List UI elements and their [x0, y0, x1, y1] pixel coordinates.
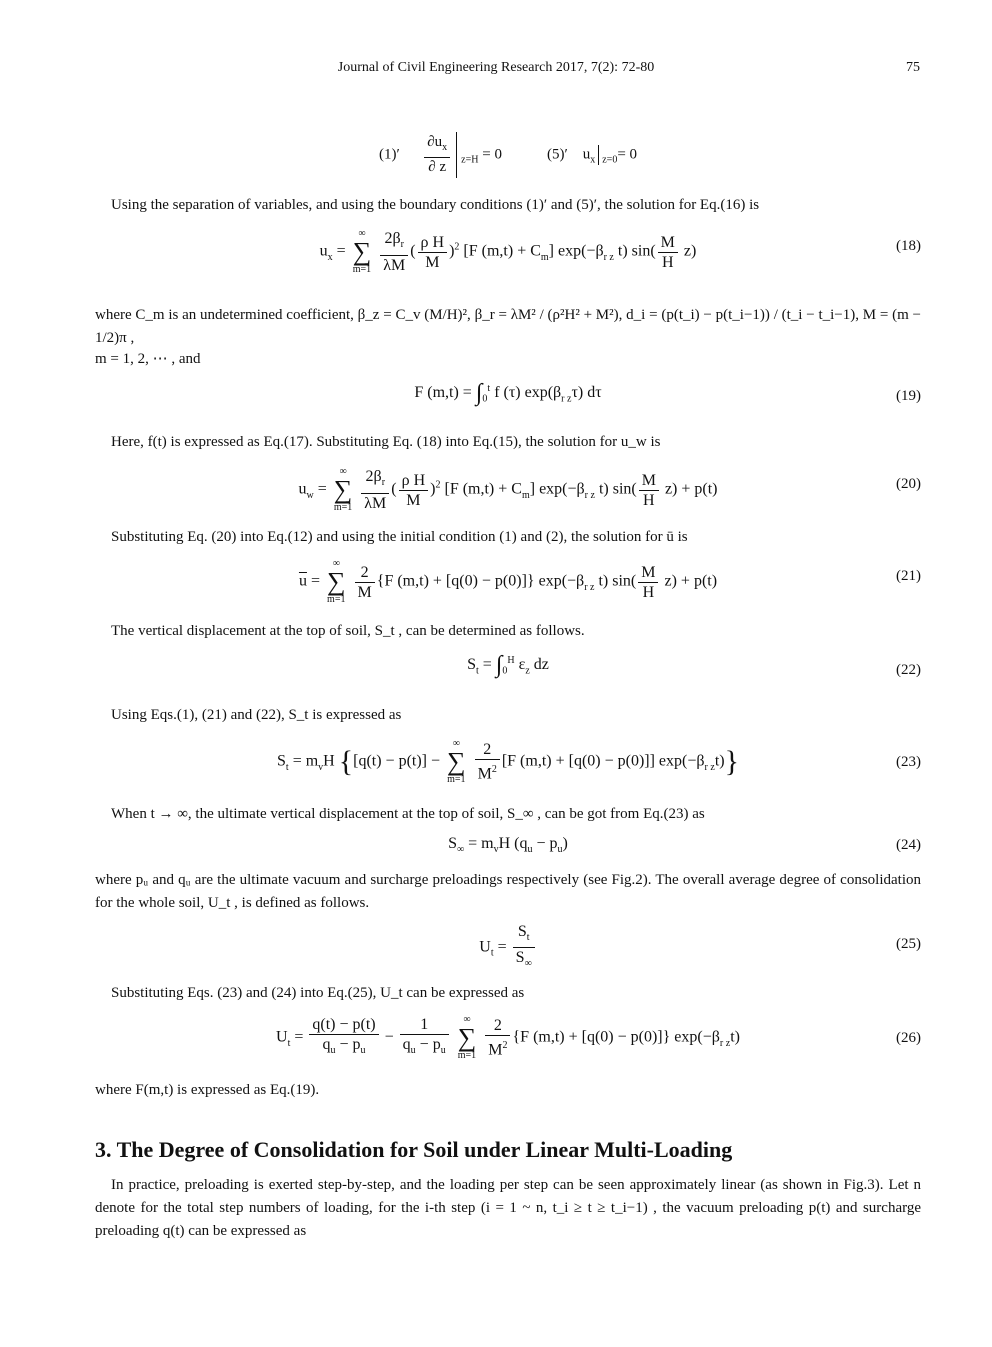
paragraph-11: In practice, preloading is exerted step-by-step, and the loading per step can be seen approximately linear (as shown in Fig.3). Let n denote for the total step numbers of loading, for the i-th step (i = 1 ~ n, t_i ≥ t ≥ t_i−1) , the vacuum preloading p(t) and surcharge preloading q(t) can be expressed as: [95, 1177, 921, 1239]
bc-label-5: (5)′: [546, 146, 568, 163]
journal-citation: Journal of Civil Engineering Research 2017, 7(2): 72-80: [337, 60, 655, 75]
equation-19: F $(m,t) = \int_0^t$ f (τ) $\exp(\beta_{r z}\tau)$ dτ (19): [414, 380, 921, 406]
equation-number-22: (22): [896, 662, 921, 678]
equation-number-24: (24): [896, 837, 921, 853]
equation-22: $S_t = \int_0^H$ $\varepsilon_z$ dz (22): [467, 652, 921, 678]
equation-24: $S_\infty = m_vH$ $(q_u - p_u)$ (24): [448, 835, 921, 856]
paragraph-2: where C_m is an undetermined coefficient, β_z = C_v (M/H)², β_r = λM² / (ρ²H² + M²), d_i = (p(t_i) − p(t_i−1)) / (t_i − t_i−1), M = (m − 1/2)π ,: [95, 307, 921, 346]
equation-number-20: (20): [896, 476, 921, 492]
paragraph-2b: m = 1, 2, ⋯ , and: [95, 351, 201, 367]
paragraph-1: Using the separation of variables, and using the boundary conditions (1)′ and (5)′, the solution for Eq.(16) is: [111, 197, 760, 213]
equation-number-21: (21): [896, 568, 921, 584]
equation-number-25: (25): [896, 936, 921, 952]
equation-26: $U_t$ = $\frac{q(t) - p(t)}{q_u - p_u}$ − $\frac{1}{q_u - p_u}$ ∞ ∑ m=1 $\frac{2}{M^2}$ {F (m,t) + [q(0) − p(0)]} $\exp(-\beta_{r z}t)$ (26): [276, 1014, 921, 1061]
paragraph-5: The vertical displacement at the top of soil, S_t , can be determined as follows.: [111, 623, 585, 639]
page-number: 75: [906, 60, 920, 75]
equation-number-26: (26): [896, 1030, 921, 1046]
paragraph-7: When t → ∞, the ultimate vertical displacement at the top of soil, S_∞ , can be got from Eq.(23) as: [111, 806, 705, 822]
equation-23: $S_t = m_vH$ {[q(t) − p(t)] − ∞ ∑ m=1 $\frac{2}{M^2}$ [F (m,t) + [q(0) − p(0)]] $\exp(-\beta_{r z}t)$} (23): [277, 738, 921, 785]
bc-label-1: (1)′: [378, 146, 400, 163]
bc-at-1: z=H: [461, 154, 479, 166]
equation-number-19: (19): [896, 388, 921, 404]
section-title: 3. The Degree of Consolidation for Soil under Linear Multi-Loading: [95, 1137, 733, 1162]
paragraph-8: where pᵤ and qᵤ are the ultimate vacuum and surcharge preloadings respectively (see Fig.2). The overall average degree of consolidation for the whole soil, U_t , is defined as follows.: [95, 872, 921, 911]
equation-25: $U_t$ = $\frac{S_t}{S_\infty}$ (25): [479, 923, 921, 970]
bc-derivative: $\frac{\partial u_x}{\partial z}$: [424, 133, 450, 177]
equation-18: $u_x$ = ∞ ∑ m=1 $\frac{2\beta_r}{\lambda M}$ ( $\frac{\text{ρ H}}{M}$ )$^2$ [F $(m,t) + C_m$] $\exp(-\beta_{r z}$ t) sin( $\frac{M}{H}$ z) (18): [319, 228, 921, 275]
paragraph-6: Using Eqs.(1), (21) and (22), S_t is expressed as: [111, 707, 402, 723]
equation-number-23: (23): [896, 754, 921, 770]
paragraph-9: Substituting Eqs. (23) and (24) into Eq.(25), U_t can be expressed as: [111, 985, 525, 1001]
bc-at-5: z=0: [602, 154, 618, 166]
boundary-conditions: (1)′ $\frac{\partial u_x}{\partial z}$ $_{z=H}$ = 0 (5)′ $u_x$ $_{z=0}$= 0: [95, 132, 921, 182]
paragraph-10: where F(m,t) is expressed as Eq.(19).: [95, 1082, 320, 1098]
paragraph-3: Here, f(t) is expressed as Eq.(17). Substituting Eq. (18) into Eq.(15), the solution for u_w is: [111, 434, 661, 450]
equation-21: $\overline{u}$ = ∞ ∑ m=1 $\frac{2}{M}$ {F (m,t) + [q(0) − p(0)]} $\exp(-\beta_{r z}$ t) sin( $\frac{M}{H}$ z) + p(t) (21): [298, 558, 921, 605]
paragraph-4: Substituting Eq. (20) into Eq.(12) and using the initial condition (1) and (2), the solution for ū is: [111, 529, 688, 545]
equation-20: $u_w$ = ∞ ∑ m=1 $\frac{2\beta_r}{\lambda M}$ ( $\frac{\text{ρ H}}{M}$ )$^2$ [F $(m,t) + C_m$] $\exp(-\beta_{r z}$ t) sin( $\frac{M}{H}$ z) + p(t) (20): [298, 466, 921, 513]
equation-number-18: (18): [896, 238, 921, 254]
